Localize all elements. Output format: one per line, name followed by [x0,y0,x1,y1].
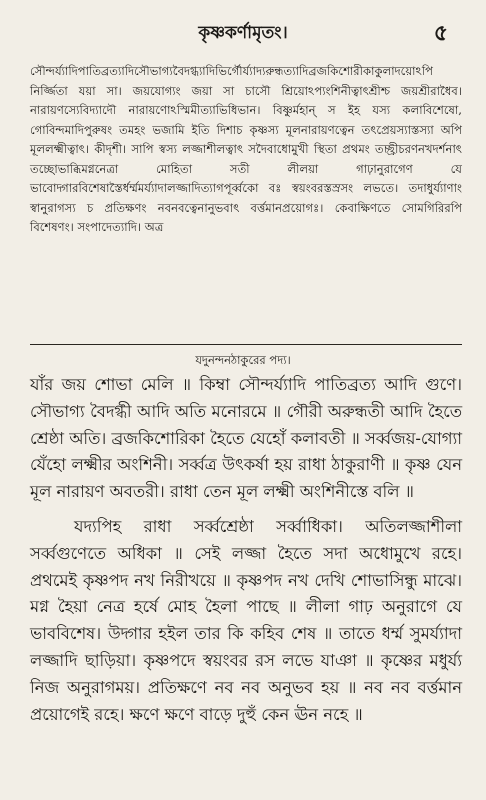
verse-paragraph-1: যাঁর জয় শোভা মেলি ॥ কিম্বা সৌন্দর্য্যাদি পাতিব্রত্য আদি গুণে। সৌভাগ্য বৈদগ্ধী আদি অতি মনোরমে ॥ গৌরী অরুন্ধতী আদি হৈতে শ্রেষ্ঠা অতি। ব্রজকিশোরিকা হৈতে যেহোঁ কলাবতী ॥ সর্ব্বজয়-যোগ্যা যেঁহো লক্ষ্মীর অংশিনী। সর্ব্বত্র উৎকর্ষা হয় রাধা ঠাকুরাণী ॥ কৃষ্ণ যেন মূল নারায়ণ অবতরী। রাধা তেন মূল লক্ষ্মী অংশিনীস্তে বলি ॥ [30,375,462,502]
section-divider [30,344,462,345]
bengali-verse [30,372,462,728]
page-header [0,16,486,50]
verse-heading: যদুনন্দনঠাকুরের পদ্য। [195,353,291,367]
sanskrit-commentary [30,62,462,238]
commentary-paragraph: সৌন্দর্য্যাদিপাতিব্রত্যাদিসৌভাগ্যবৈদগ্ধ্যাদিভির্গৌর্য্যাদ্যরুন্ধত্যাদিব্রজকিশোরীকাকুলাদয়োঽপি নির্জ্জিতা যয়া সা। জয়যোগ্যং জয়া সা চাসৌ শ্রিয়োঽপ্যংশিনীত্বাৎশ্রীশ্চ জয়শ্রীরাধৈব। নারায়ণস্যেবিদ্যাদৌ নারায়ণোঽস্মিমীত্যাভিধিভান। বিষ্ণুর্মহান্ স ইহ যস্য কলাবিশেষো, গোবিন্দমাদিপুরুষং তমহং ভজামি ইতি দিশাচ কৃষ্ণস্য মূলনারায়ণত্বেন তৎপ্রেয়স্যাস্তস্যা অপি মূললক্ষ্মীত্বাৎ। কীদৃশী। সাপি স্বস্য লজ্জাশীলত্বাৎ সদৈবাধোমুখী স্থিতা প্রথমং তচ্ছ্রীচরণনখদর্শনাৎ তচ্ছোভাব্ধিমগ্ননেত্রা মোহিতা সতী লীলয়া গাঢ়ানুরাগেণ যে ভাবোদ্গারবিশেষাস্তৈর্ধর্ম্মমর্য্যাদালজ্জাদিত্যাগপূর্ব্বকো বঃ স্বয়ংবরস্তস্রসং লভতে। তদাধুর্য্যাণাং স্বানুরাগস্য চ প্রতিক্ষণং নবনবত্বেনানুভবাৎ বর্ত্তমানপ্রয়োগঃ। কেবাক্ষিণতে সোমগিরিরপি বিশেষণং। সংপাদেত্যাদি। অত্র [30,64,462,234]
verse-paragraph-2: যদ্যপিহ রাধা সর্ব্বশ্রেষ্ঠা সর্ব্বাধিকা। অতিলজ্জাশীলা সর্ব্বগুণেতে অধিকা ॥ সেই লজ্জা হৈতে সদা অধোমুখে রহে। প্রথমেই কৃষ্ণপদ নখ নিরীখয়ে ॥ কৃষ্ণপদ নখ দেখি শোভাসিন্ধু মাঝে। মগ্ন হৈয়া নেত্র হর্ষে মোহ হৈলা পাছে ॥ লীলা গাঢ় অনুরাগে যে ভাববিশেষ। উদ্গার হইল তার কি কহিব শেষ ॥ তাতে ধর্ম্ম সুমর্য্যাদা লজ্জাদি ছাড়িয়া। কৃষ্ণপদে স্বয়ংবর রস লভে যাঞা ॥ কৃষ্ণের মধুর্য্য নিজ অনুরাগময়। প্রতিক্ষণে নব নব অনুভব হয় ॥ নব নব বর্ত্তমান প্রয়োগেই রহে। ক্ষণে ক্ষণে বাড়ে দুহুঁ কেন ঊন নহে ॥ [30,516,462,724]
running-title: কৃষ্ণকর্ণামৃতং। [198,23,288,43]
page-number: ৫ [433,20,448,46]
